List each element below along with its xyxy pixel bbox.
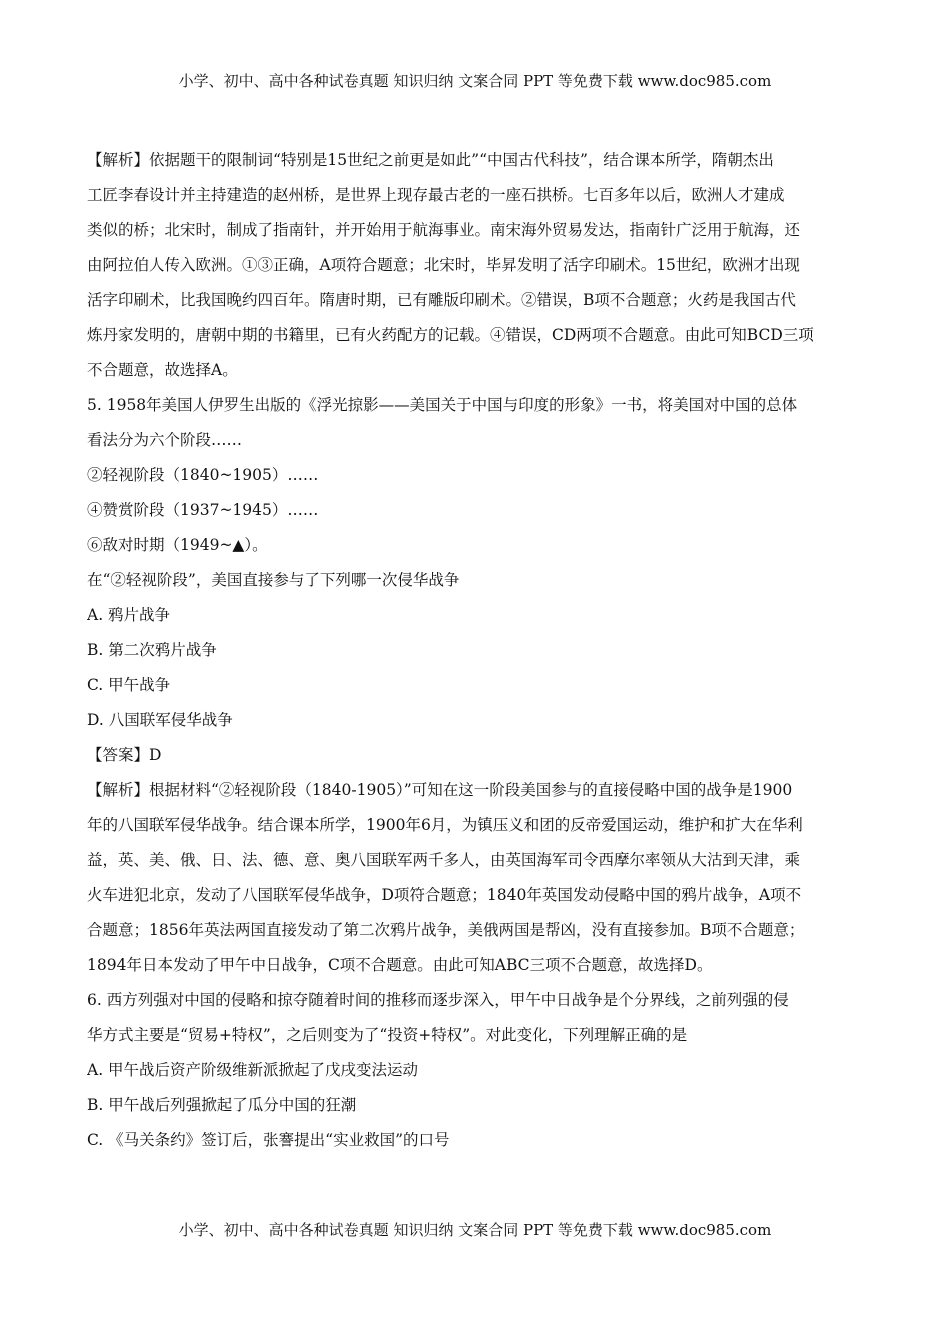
analysis-q5-line-3: 益，英、美、俄、日、法、德、意、奥八国联军两千多人，由英国海军司令西摩尔率领从大沽到天津，乘 <box>87 851 801 869</box>
question-5-material-1: ②轻视阶段（1840~1905）…… <box>87 466 319 484</box>
analysis-q4-line-2: 工匠李春设计并主持建造的赵州桥，是世界上现存最古老的一座石拱桥。七百多年以后，欧洲人才建成 <box>87 186 785 204</box>
question-5-option-c: C. 甲午战争 <box>87 676 171 694</box>
question-6-option-a: A. 甲午战后资产阶级维新派掀起了戊戌变法运动 <box>87 1061 419 1079</box>
question-5-stem-line-1: 5. 1958年美国人伊罗生出版的《浮光掠影——美国关于中国与印度的形象》一书，将美国对中国的总体 <box>87 396 798 414</box>
question-6-stem-line-2: 华方式主要是“贸易+特权”，之后则变为了“投资+特权”。对此变化，下列理解正确的是 <box>87 1026 688 1044</box>
analysis-q4-line-4: 由阿拉伯人传入欧洲。①③正确，A项符合题意；北宋时，毕昇发明了活字印刷术。15世纪，欧洲才出现 <box>87 256 800 274</box>
analysis-q4-line-1: 【解析】依据题干的限制词“特别是15世纪之前更是如此”“中国古代科技”，结合课本所学，隋朝杰出 <box>87 151 774 169</box>
question-5-option-d: D. 八国联军侵华战争 <box>87 711 233 729</box>
analysis-q4-line-7: 不合题意，故选择A。 <box>87 361 238 379</box>
question-6-stem-line-1: 6. 西方列强对中国的侵略和掠夺随着时间的推移而逐步深入，甲午中日战争是个分界线，之前列强的侵 <box>87 991 789 1009</box>
analysis-q5-line-2: 年的八国联军侵华战争。结合课本所学，1900年6月，为镇压义和团的反帝爱国运动，维护和扩大在华利 <box>87 816 803 834</box>
analysis-q5-line-5: 合题意；1856年英法两国直接发动了第二次鸦片战争，美俄两国是帮凶，没有直接参加。B项不合题意； <box>87 921 805 939</box>
analysis-q5-line-4: 火车进犯北京，发动了八国联军侵华战争，D项符合题意；1840年英国发动侵略中国的鸦片战争，A项不 <box>87 886 802 904</box>
page-footer: 小学、初中、高中各种试卷真题 知识归纳 文案合同 PPT 等免费下载 www.doc985.com <box>178 1221 772 1239</box>
analysis-q4-line-5: 活字印刷术，比我国晚约四百年。隋唐时期，已有雕版印刷术。②错误，B项不合题意；火药是我国古代 <box>87 291 796 309</box>
document-body <box>87 143 877 1158</box>
question-6-option-b: B. 甲午战后列强掀起了瓜分中国的狂潮 <box>87 1096 357 1114</box>
analysis-q4-line-3: 类似的桥；北宋时，制成了指南针，并开始用于航海事业。南宋海外贸易发达，指南针广泛用于航海，还 <box>87 221 801 239</box>
analysis-q4-line-6: 炼丹家发明的，唐朝中期的书籍里，已有火药配方的记载。④错误，CD两项不合题意。由此可知BCD三项 <box>87 326 814 344</box>
analysis-q5-line-1: 【解析】根据材料“②轻视阶段（1840-1905）”可知在这一阶段美国参与的直接侵略中国的战争是1900 <box>87 781 793 799</box>
question-5-stem-line-2: 看法分为六个阶段…… <box>87 431 243 449</box>
analysis-q5-line-6: 1894年日本发动了甲午中日战争，C项不合题意。由此可知ABC三项不合题意，故选择D。 <box>87 956 713 974</box>
question-5-material-3: ⑥敌对时期（1949~▲）。 <box>87 536 268 554</box>
question-5-answer: 【答案】D <box>87 746 162 764</box>
question-5-prompt: 在“②轻视阶段”，美国直接参与了下列哪一次侵华战争 <box>87 571 460 589</box>
question-5-option-b: B. 第二次鸦片战争 <box>87 641 217 659</box>
question-6-option-c: C. 《马关条约》签订后，张謇提出“实业救国”的口号 <box>87 1131 450 1149</box>
question-5-option-a: A. 鸦片战争 <box>87 606 171 624</box>
page-header: 小学、初中、高中各种试卷真题 知识归纳 文案合同 PPT 等免费下载 www.doc985.com <box>178 72 772 90</box>
question-5-material-2: ④赞赏阶段（1937~1945）…… <box>87 501 319 519</box>
